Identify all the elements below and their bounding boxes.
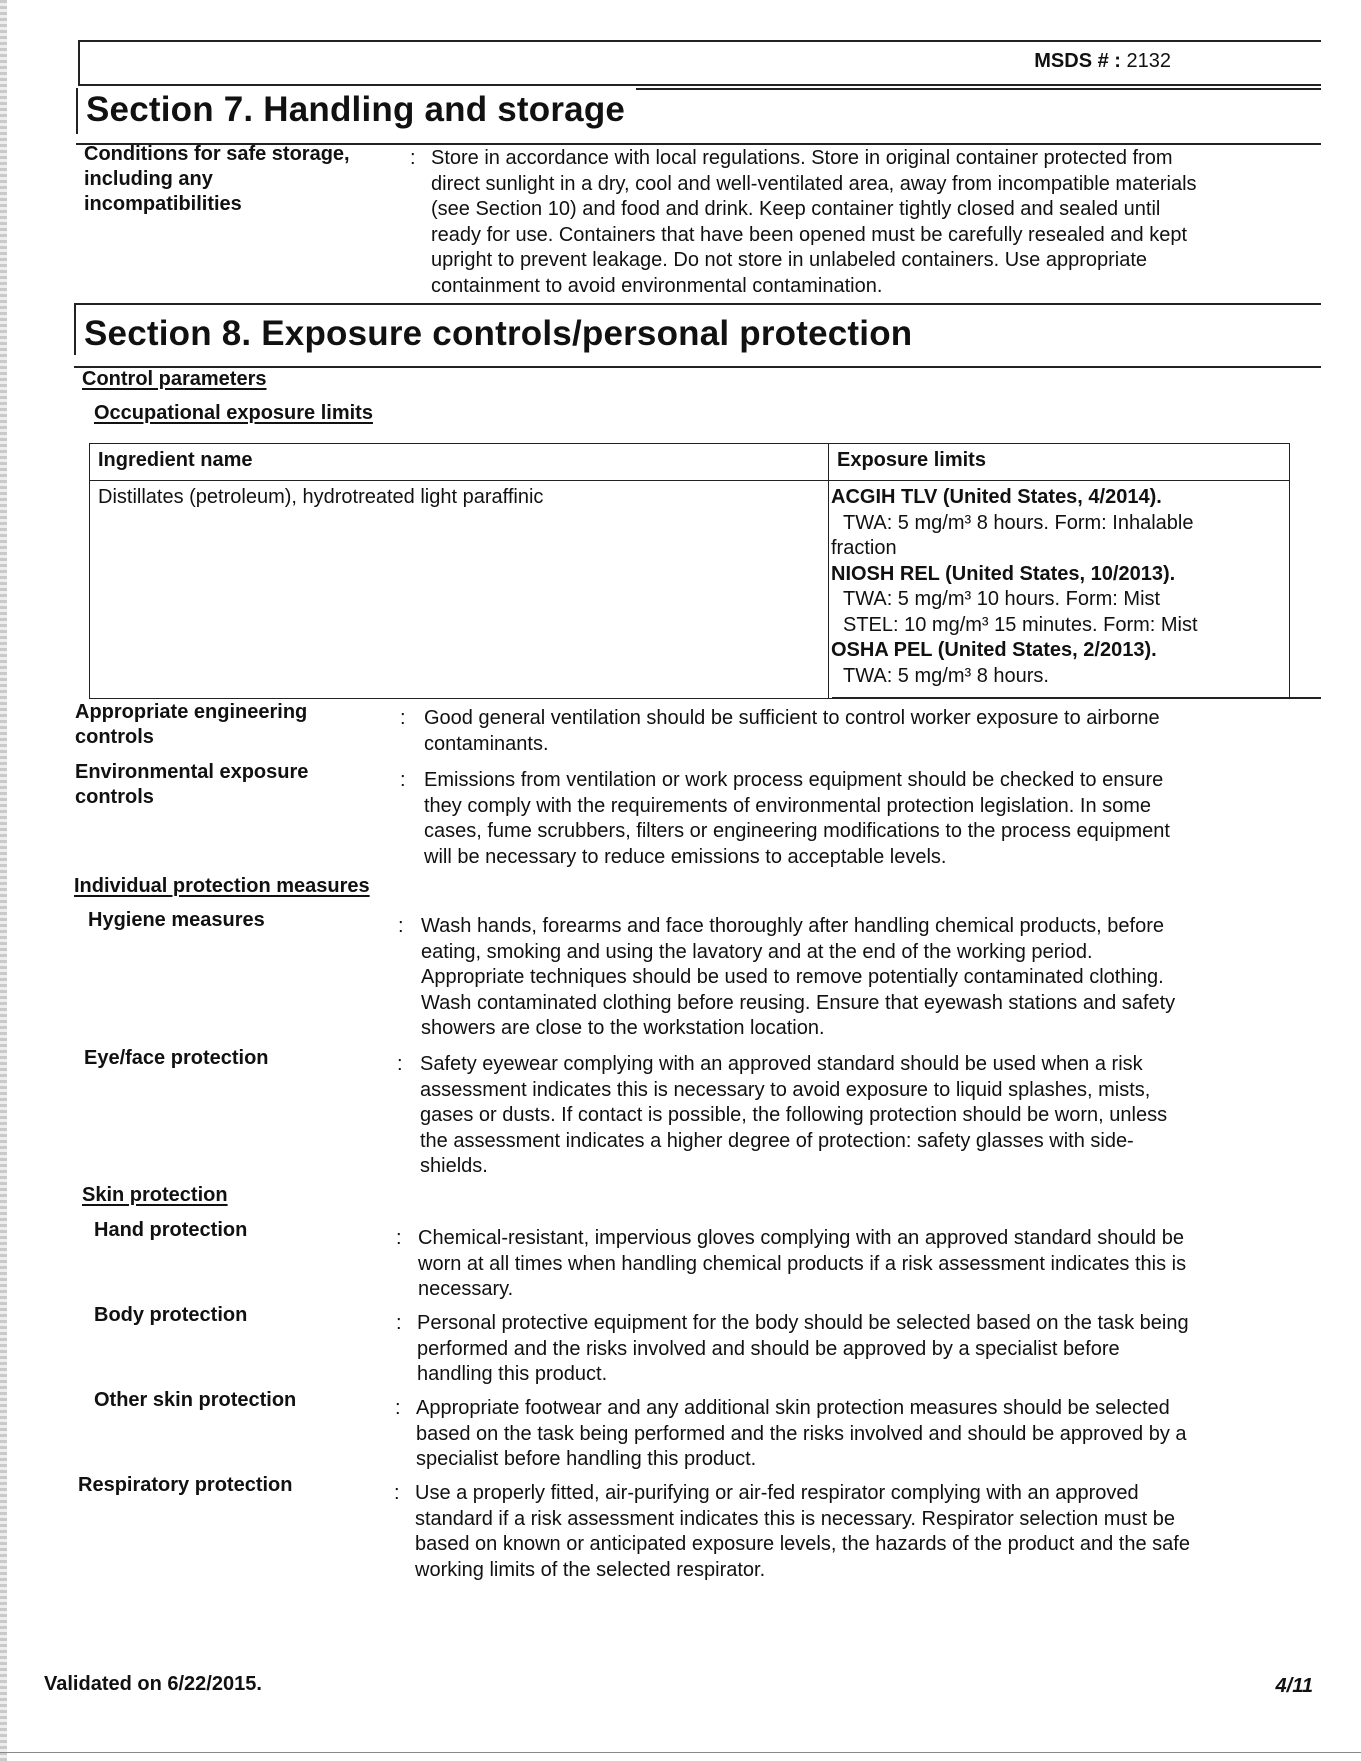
limit-line: STEL: 10 mg/m³ 15 minutes. Form: Mist	[843, 613, 1198, 636]
limits-cell	[829, 481, 1290, 699]
storage-label: Conditions for safe storage, including any incompatibilities	[84, 143, 350, 215]
skin-protection-heading: Skin protection	[82, 1184, 228, 1206]
limit-line: TWA: 5 mg/m³ 10 hours. Form: Mist	[843, 588, 1161, 610]
engineering-text: Good general ventilation should be sufficient to control worker exposure to airborne contaminants.	[424, 707, 1160, 755]
engineering-label: Appropriate engineering controls	[75, 701, 308, 748]
hygiene-label: Hygiene measures	[88, 909, 265, 931]
body-protection-text: Personal protective equipment for the body should be selected based on the task being performed and the risks involved and should be approved by a specialist before handling this product.	[417, 1312, 1189, 1385]
hand-protection-label: Hand protection	[94, 1219, 248, 1241]
storage-colon: :	[410, 147, 416, 169]
body-protection-colon: :	[396, 1312, 402, 1334]
ingredient-cell: Distillates (petroleum), hydrotreated light paraffinic	[90, 481, 829, 699]
section8-left-bar	[74, 303, 76, 355]
header-top-rule	[78, 40, 1321, 42]
header-ingredient: Ingredient name	[90, 444, 829, 481]
limit-line: TWA: 5 mg/m³ 8 hours.	[843, 664, 1049, 687]
occupational-limits-heading: Occupational exposure limits	[94, 402, 373, 424]
bottom-edge-rule	[0, 1752, 1361, 1753]
section8-top-rule	[74, 303, 1321, 305]
scan-edge	[0, 0, 7, 1761]
eye-face-text: Safety eyewear complying with an approved standard should be used when a risk assessment indicates this is necessary to avoid exposure to liquid splashes, mists, gases or dusts. If contact is possible, the following protection should be worn, unless the assessment indicates a higher degree of protection: safety glasses with side- shields.	[420, 1053, 1168, 1177]
table-header-row	[90, 444, 1290, 481]
validated-date: Validated on 6/22/2015.	[44, 1673, 262, 1695]
other-skin-protection-colon: :	[395, 1397, 401, 1419]
respiratory-protection-text: Use a properly fitted, air-purifying or air-fed respirator complying with an approved standard if a risk assessment indicates this is necessary. Respirator selection must be based on known or anticipated exposure levels, the hazards of the product and the safe working limits of the selected respirator.	[415, 1482, 1190, 1581]
hand-protection-colon: :	[396, 1227, 402, 1249]
engineering-colon: :	[400, 707, 406, 729]
limit-line: fraction	[831, 537, 897, 559]
section7-title: Section 7. Handling and storage	[86, 90, 626, 129]
other-skin-protection-text: Appropriate footwear and any additional skin protection measures should be selected based on the task being performed and the risks involved and should be approved by a specialist before handling this product.	[416, 1397, 1187, 1470]
body-protection-label: Body protection	[94, 1304, 248, 1326]
table-row	[90, 481, 1290, 699]
limit-line: NIOSH REL (United States, 10/2013).	[831, 562, 1176, 585]
eye-face-colon: :	[397, 1053, 403, 1075]
header-limits: Exposure limits	[829, 444, 1290, 481]
msds-number: MSDS # : 2132	[1034, 50, 1171, 72]
hygiene-colon: :	[398, 915, 404, 937]
section7-left-bar	[76, 88, 78, 134]
exposure-limits-table	[89, 443, 1290, 699]
environmental-colon: :	[400, 769, 406, 791]
header-left-rule	[78, 40, 80, 86]
environmental-text: Emissions from ventilation or work process equipment should be checked to ensure they comply with the requirements of environmental protection legislation. In some cases, fume scrubbers, filters or engineering modifications to the process equipment will be necessary to reduce emissions to acceptable levels.	[424, 769, 1170, 868]
page-number: 4/11	[1275, 1675, 1313, 1697]
limit-line: OSHA PEL (United States, 2/2013).	[831, 639, 1157, 661]
eye-face-label: Eye/face protection	[84, 1047, 269, 1069]
respiratory-protection-colon: :	[394, 1482, 400, 1504]
control-parameters-heading: Control parameters	[82, 368, 267, 390]
limit-line: ACGIH TLV (United States, 4/2014).	[831, 486, 1162, 508]
section8-title: Section 8. Exposure controls/personal protection	[84, 314, 913, 353]
table-extension-rule	[832, 697, 1321, 699]
header-bottom-rule	[78, 84, 1321, 86]
individual-measures-heading: Individual protection measures	[74, 875, 370, 897]
storage-text: Store in accordance with local regulations. Store in original container protected from direct sunlight in a dry, cool and well-ventilated area, away from incompatible materials (see Section 10) and food and drink. Keep container tightly closed and sealed until ready for use. Containers that have been opened must be carefully resealed and kept upright to prevent leakage. Do not store in unlabeled containers. Use appropriate containment to avoid environmental contamination.	[431, 147, 1197, 297]
respiratory-protection-label: Respiratory protection	[78, 1474, 293, 1496]
limit-line: TWA: 5 mg/m³ 8 hours. Form: Inhalable	[843, 511, 1194, 534]
hand-protection-text: Chemical-resistant, impervious gloves complying with an approved standard should be worn at all times when handling chemical products if a risk assessment indicates this is necessary.	[418, 1227, 1187, 1300]
environmental-label: Environmental exposure controls	[75, 761, 309, 808]
hygiene-text: Wash hands, forearms and face thoroughly after handling chemical products, before eating, smoking and using the lavatory and at the end of the working period. Appropriate techniques should be used to remove potentially contaminated clothing. Wash contaminated clothing before reusing. Ensure that eyewash stations and safety showers are close to the workstation location.	[421, 915, 1176, 1039]
other-skin-protection-label: Other skin protection	[94, 1389, 297, 1411]
section7-top-rule	[636, 88, 1321, 90]
